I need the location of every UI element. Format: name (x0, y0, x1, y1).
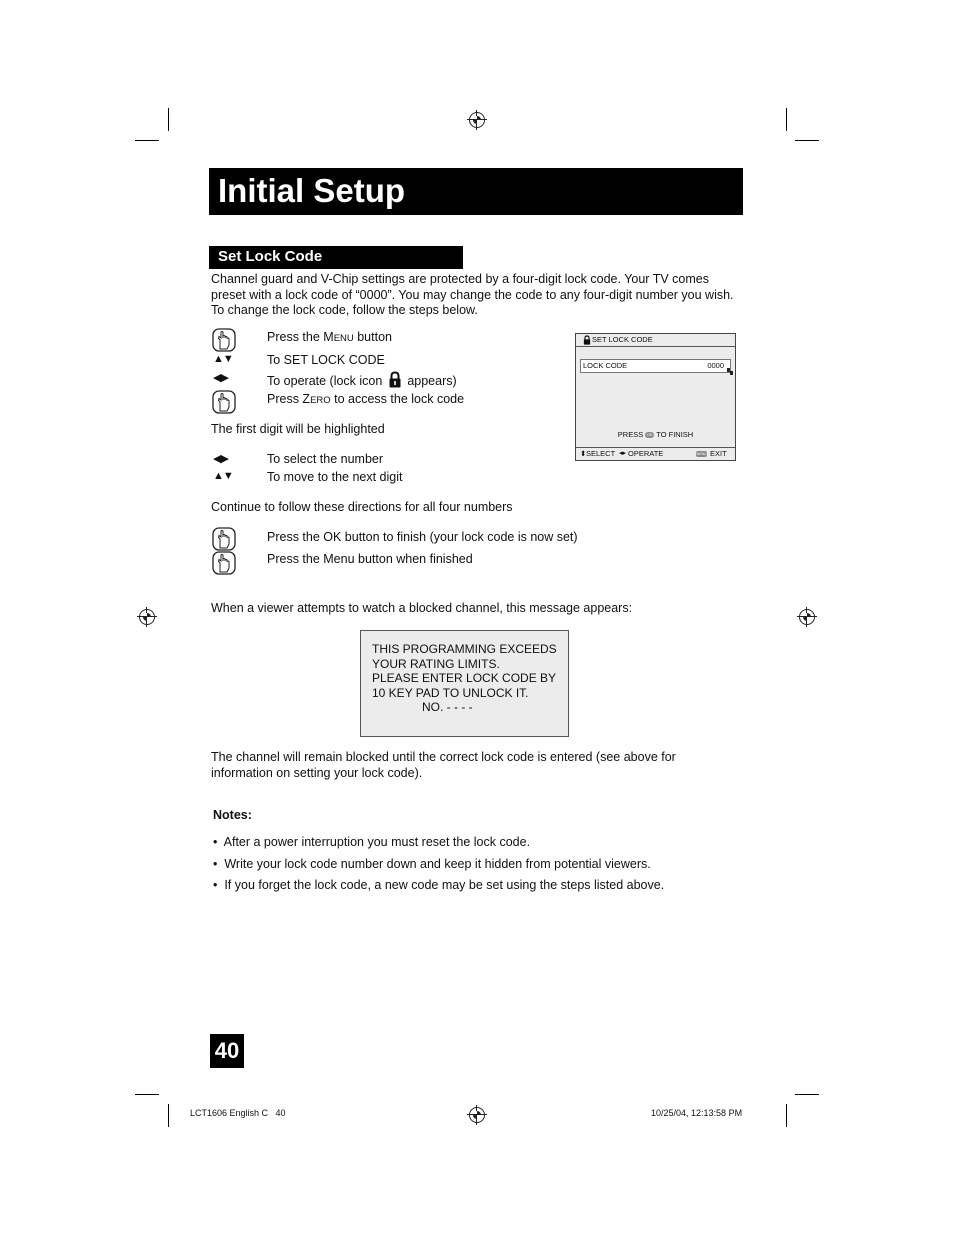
step-press-menu (267, 330, 392, 344)
registration-mark-icon (799, 609, 815, 625)
note-text: Write your lock code number down and keep it hidden from potential viewers. (224, 857, 651, 871)
message-line: YOUR RATING LIMITS. (372, 656, 500, 671)
registration-mark-icon (469, 1107, 485, 1123)
step-set-lock-code: To SET LOCK CODE (267, 353, 385, 367)
lock-icon (388, 371, 402, 388)
section-heading: Set Lock Code (218, 248, 323, 265)
osd-select-label: SELECT (586, 449, 616, 458)
small-lock-key-icon (727, 368, 733, 375)
left-right-arrows-icon: ◀▶ (213, 453, 228, 465)
note-text: If you forget the lock code, a new code may be set using the steps listed above. (224, 878, 665, 892)
osd-lock-code-row (580, 359, 731, 373)
crop-mark (795, 1094, 819, 1095)
step-text-smallcaps: ENU (333, 333, 354, 344)
message-line: NO. - - - - (422, 700, 473, 714)
section-heading-bar (209, 246, 463, 269)
left-right-arrows-icon: ◀▶ (213, 372, 228, 384)
first-digit-note: The first digit will be highlighted (211, 422, 385, 436)
step-select-number: To select the number (267, 452, 384, 466)
intro-line: To change the lock code, follow the steps below. (211, 303, 478, 317)
footer-left: LCT1606 English C 40 (190, 1108, 286, 1118)
intro-line: preset with a lock code of “0000”. You may change the code to any four-digit number you wish. (211, 287, 734, 302)
osd-exit-label: EXIT (710, 449, 727, 458)
left-right-arrows-icon: ◂▸ (619, 450, 627, 457)
blocked-intro: When a viewer attempts to watch a blocked channel, this message appears: (211, 601, 633, 615)
note-item: • If you forget the lock code, a new code may be set using the steps listed above. (213, 878, 665, 892)
step-menu-finish: Press the Menu button when finished (267, 552, 473, 566)
intro-paragraph (211, 272, 751, 319)
hand-press-icon (212, 328, 236, 352)
page-title: Initial Setup (218, 172, 406, 209)
crop-mark (135, 1094, 159, 1095)
osd-press-ok-hint (576, 430, 735, 439)
continue-note: Continue to follow these directions for all four numbers (211, 500, 513, 514)
step-press-zero (267, 392, 464, 406)
lock-icon (583, 335, 591, 345)
crop-mark (786, 1104, 787, 1127)
hand-press-icon (212, 390, 236, 414)
step-text: button (353, 330, 392, 344)
registration-mark-icon (139, 609, 155, 625)
hand-press-icon (212, 527, 236, 551)
note-item: • Write your lock code number down and keep it hidden from potential viewers. (213, 857, 651, 871)
crop-mark (168, 1104, 169, 1127)
message-line: THIS PROGRAMMING EXCEEDS (372, 642, 557, 656)
registration-mark-icon (469, 112, 485, 128)
step-text: appears) (407, 374, 457, 388)
step-ok-finish: Press the OK button to finish (your lock code is now set) (267, 530, 578, 544)
step-operate (267, 371, 457, 388)
blocked-message-text (372, 642, 557, 715)
crop-mark (135, 140, 159, 141)
hand-press-icon (212, 551, 236, 575)
ok-button-icon: OK (646, 432, 653, 438)
step-text: Press the M (267, 330, 334, 344)
up-down-arrows-icon: ▲▼ (213, 470, 233, 482)
osd-to-finish-text: TO FINISH (656, 430, 694, 439)
message-line: 10 KEY PAD TO UNLOCK IT. (372, 685, 529, 700)
message-line: PLEASE ENTER LOCK CODE BY (372, 671, 557, 685)
notes-heading: Notes: (213, 808, 252, 822)
outro-line: information on setting your lock code). (211, 765, 423, 780)
page-title-bar (209, 168, 743, 215)
crop-mark (168, 108, 169, 131)
blocked-outro (211, 750, 676, 781)
step-text: To operate (lock icon (267, 374, 383, 388)
outro-line: The channel will remain blocked until the correct lock code is entered (see above for (211, 750, 676, 764)
osd-row-label: LOCK CODE (583, 361, 628, 370)
page-number: 40 (210, 1034, 244, 1068)
menu-button-icon: MENU (696, 452, 707, 456)
note-text: After a power interruption you must reset the lock code. (223, 835, 531, 849)
crop-mark (795, 140, 819, 141)
step-next-digit: To move to the next digit (267, 470, 403, 484)
up-down-arrows-icon: ▲▼ (213, 353, 233, 365)
step-text: Press Z (267, 392, 311, 406)
step-text: to access the lock code (330, 392, 465, 406)
blocked-message-box (360, 630, 569, 737)
osd-set-lock-code-screen (575, 333, 736, 461)
osd-footer (576, 447, 735, 460)
up-down-arrows-icon: ⬍ (580, 449, 587, 458)
footer-right: 10/25/04, 12:13:58 PM (651, 1108, 743, 1118)
intro-line: Channel guard and V-Chip settings are protected by a four-digit lock code. Your TV comes (211, 272, 709, 286)
osd-row-value: 0000 (707, 361, 724, 370)
osd-header-title: SET LOCK CODE (592, 335, 653, 344)
step-text-smallcaps: ERO (310, 395, 331, 406)
crop-mark (786, 108, 787, 131)
osd-operate-label: OPERATE (628, 449, 664, 458)
note-item: • After a power interruption you must reset the lock code. (213, 835, 531, 849)
osd-press-text: PRESS (617, 430, 644, 439)
osd-header (576, 334, 735, 347)
